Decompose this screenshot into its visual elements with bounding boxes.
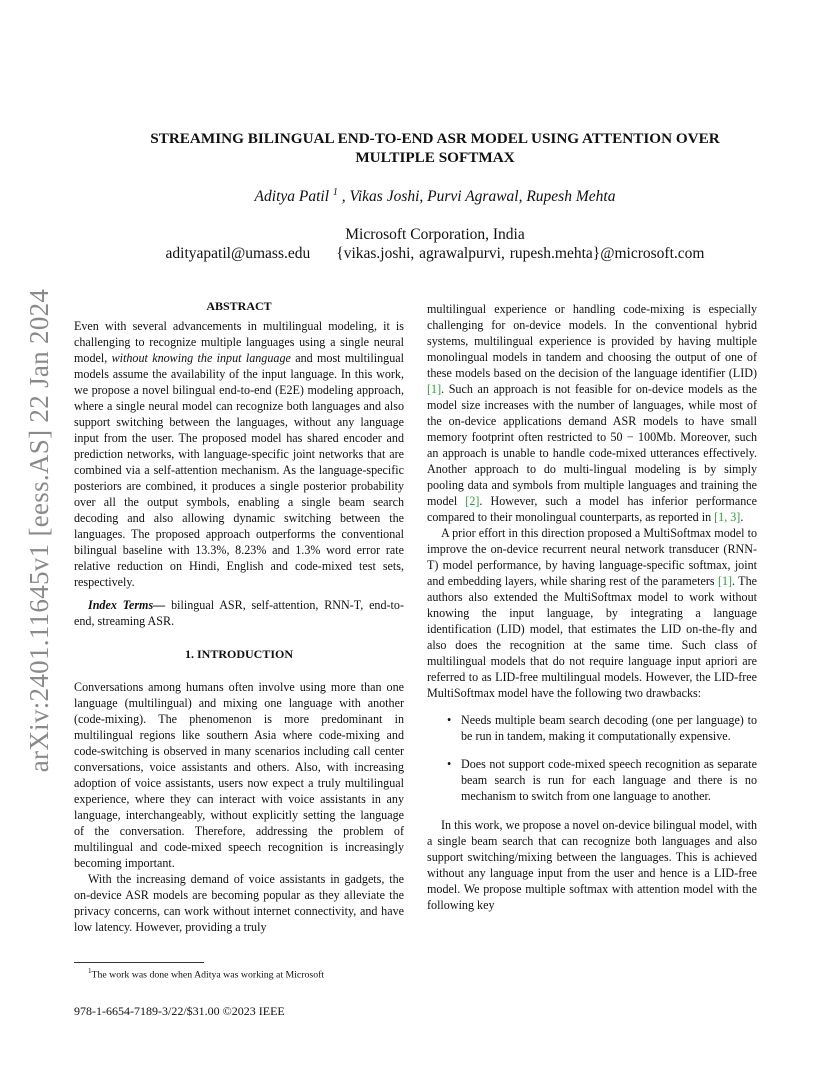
author-footnote-mark: 1 [332,187,338,198]
drawbacks-list [427,712,757,804]
right-p1-text-c: . However, such a model has inferior performance compared to their monolingual counterparts, as reported in [427,494,757,524]
right-paragraph-1 [427,301,757,525]
right-p1-text-a: multilingual experience or handling code-mixing is especially challenging for on-device models. In the conventional hybrid systems, multilingual experience is provided by having multiple monolingual models in tandem and choosing the output of one of these models based on the decision of the language identifier (LID) [427,302,757,380]
footnote-divider [74,962,204,963]
author-emails [90,245,780,263]
email-group: {vikas.joshi, agrawalpurvi, rupesh.mehta}@microsoft.com [336,245,705,262]
paper-title [90,129,780,167]
affiliation: Microsoft Corporation, India [345,226,525,243]
author-first: Aditya Patil [254,188,330,206]
right-p2-text-b: . The authors also extended the MultiSoftmax model to work without knowing the input language, by integrating a language identification (LID) model, that estimates the LID on-the-fly and also does the recognition at the same time. Such class of multilingual models that do not require language input apriori are referred to as LID-free multilingual models. However, the LID-free MultiSoftmax model have the following two drawbacks: [427,574,757,700]
right-p1-text-b: . Such an approach is not feasible for on-device models as the model size increases with the number of languages, while most of the on-device applications demand ASR models to have small memory footprint often restricted to 50 − 100Mb. Moreover, such an approach is unable to handle code-mixed utterances effectively. Another approach to do multi-lingual modeling is by simply pooling data and symbols from multiple languages and training the model [427,382,757,508]
right-p2-text-a: A prior effort in this direction proposed a MultiSoftmax model to improve the on-device recurrent neural network transducer (RNN-T) model performance, by having language-specific softmax, joint and embedding layers, while sharing rest of the parameters [427,526,757,588]
citation-link[interactable]: [1] [427,382,442,396]
index-terms [74,597,404,629]
introduction-heading: 1. INTRODUCTION [184,647,293,661]
author-others: , Vikas Joshi, Purvi Agrawal, Rupesh Mehta [337,188,616,206]
copyright-notice: 978-1-6654-7189-3/22/$31.00 ©2023 IEEE [74,1004,285,1018]
left-column [74,298,404,935]
intro-paragraph-2: With the increasing demand of voice assistants in gadgets, the on-device ASR models are becoming popular as they alleviate the privacy concerns, can work without internet connectivity, and have low latency. However, providing a truly [74,872,404,934]
list-item: • Needs multiple beam search decoding (one per language) to be run in tandem, making it computationally expensive. [447,712,757,744]
footnote [74,965,404,981]
arxiv-identifier: arXiv:2401.11645v1 [eess.AS] 22 Jan 2024 [24,288,55,772]
citation-link[interactable]: [1] [717,574,733,588]
abstract-body [74,318,404,590]
footnote-text: The work was done when Aditya was working at Microsoft [91,969,325,981]
arxiv-identifier-sidebar [20,285,60,775]
abstract-heading: ABSTRACT [206,299,272,313]
citation-link[interactable]: [1, 3] [714,510,741,524]
abstract-text-part-1: Even with several advancements in multilingual modeling, it is challenging to recognize multiple languages using a single neural model, [74,319,404,365]
footnote-mark: 1 [88,967,92,975]
author-list [90,187,780,206]
title-line-1: STREAMING BILINGUAL END-TO-END ASR MODEL USING ATTENTION OVER [150,130,720,147]
intro-paragraph-1: Conversations among humans often involve using more than one language (multilingual) and mixing one language with another (code-mixing). The phenomenon is more predominant in multilingual regions like southern Asia where code-mixing and code-switching is observed in many scenarios including call center conversations, voice assistants and others. Also, with increasing adoption of voice assistants, users now expect a truly multilingual experience, where they can interact with voice assistants in any language, interchangeably, without explicitly setting the language of the conversation. Therefore, addressing the problem of multilingual and code-mixed speech recognition is increasingly becoming important. [74,680,404,870]
index-terms-text: bilingual ASR, self-attention, RNN-T, end-to-end, streaming ASR. [74,598,404,628]
right-paragraph-3: In this work, we propose a novel on-device bilingual model, with a single beam search that can recognize both languages and also support switching/mixing between the languages. This is achieved without any language input from the user and hence is a LID-free model. We propose multiple softmax with attention model with the following key [427,818,757,912]
list-item: • Does not support code-mixed speech recognition as separate beam search is run for each language and there is no mechanism to switch from one language to another. [447,756,757,804]
right-column [427,301,757,913]
email-personal: adityapatil@umass.edu [165,245,311,262]
abstract-text-emphasis: without knowing the input language [111,351,291,365]
citation-link[interactable]: [2] [465,494,480,508]
abstract-text-part-2: and most multilingual models assume the availability of the input language. In this work, we propose a novel bilingual end-to-end (E2E) modeling approach, where a single neural model can recognize both languages and also support switching between the languages, without any language input from the user. The proposed model has shared encoder and prediction networks, with language-specific joint networks that are combined via a self-attention mechanism. As the language-specific posteriors are combined, it produces a single posterior probability over all the output symbols, enabling a single beam search decoding and also allowing dynamic switching between the languages. The proposed approach outperforms the conventional bilingual baseline with 13.3%, 8.23% and 1.3% word error rate relative reduction on Hindi, English and code-mixed test sets, respectively. [74,351,404,589]
index-terms-label: Index Terms— [88,598,166,612]
right-paragraph-2 [427,525,757,701]
title-line-2: MULTIPLE SOFTMAX [355,149,515,166]
right-p1-text-d: . [740,510,744,524]
